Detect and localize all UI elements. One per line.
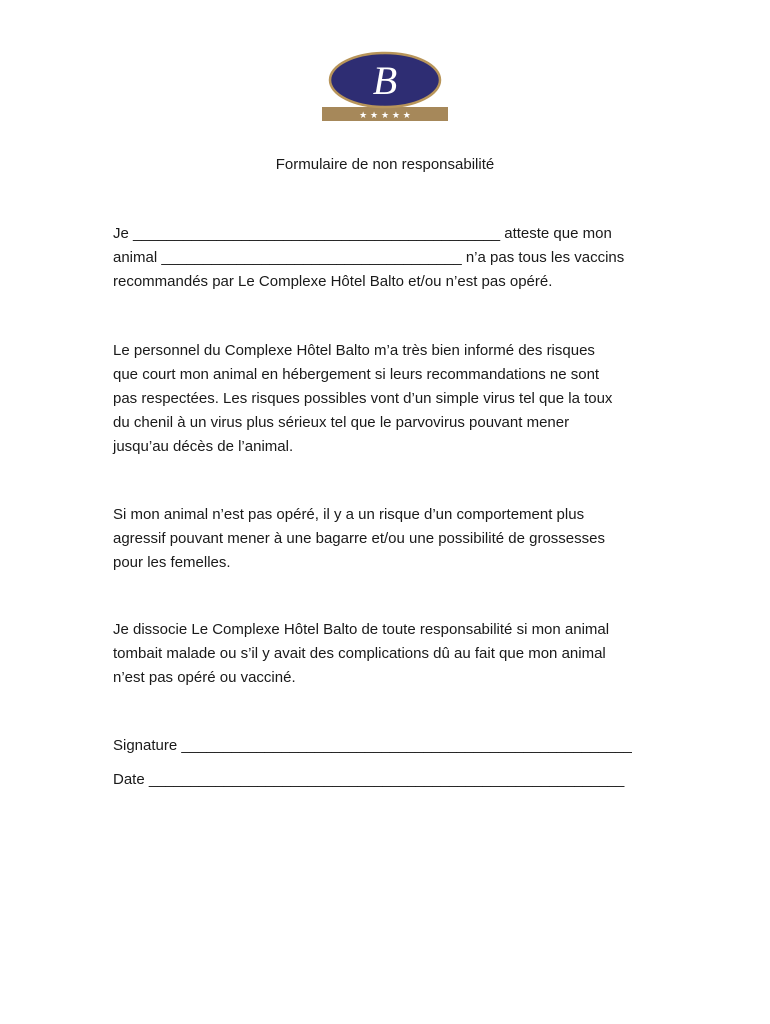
paragraph-line: pas respectées. Les risques possibles vont d’un simple virus tel que la toux xyxy=(113,390,613,407)
paragraph-line: agressif pouvant mener à une bagarre et/ou une possibilité de grossesses xyxy=(113,530,605,547)
hotel-logo xyxy=(320,50,450,124)
paragraph-line: Si mon animal n’est pas opéré, il y a un risque d’un comportement plus xyxy=(113,506,585,523)
form-title: Formulaire de non responsabilité xyxy=(275,156,495,173)
paragraph-line: jusqu’au décès de l’animal. xyxy=(113,438,294,455)
signature-line: Signature ______________________________________________________ xyxy=(113,737,632,754)
paragraph-line: Je dissocie Le Complexe Hôtel Balto de toute responsabilité si mon animal xyxy=(113,621,610,638)
declaration-paragraph xyxy=(113,222,658,294)
paragraph-line: tombait malade ou s’il y avait des complications dû au fait que mon animal xyxy=(113,645,606,662)
paragraph-line: du chenil à un virus plus sérieux tel que le parvovirus pouvant mener xyxy=(113,414,570,431)
paragraph-line: Le personnel du Complexe Hôtel Balto m’a très bien informé des risques xyxy=(113,342,595,359)
behavior-paragraph xyxy=(113,503,658,575)
logo-stars: ★ ★ ★ ★ ★ xyxy=(359,111,411,121)
logo-monogram: B xyxy=(372,58,398,103)
signature-field[interactable] xyxy=(113,734,658,758)
risks-paragraph xyxy=(113,339,658,459)
paragraph-line: Je ____________________________________________ atteste que mon xyxy=(113,225,612,242)
paragraph-line: pour les femelles. xyxy=(113,554,231,571)
disclaimer-paragraph xyxy=(113,618,658,690)
paragraph-line: que court mon animal en hébergement si leurs recommandations ne sont xyxy=(113,366,600,383)
date-line: Date _________________________________________________________ xyxy=(113,771,625,788)
date-field[interactable] xyxy=(113,768,658,792)
paragraph-line: n’est pas opéré ou vacciné. xyxy=(113,669,296,686)
paragraph-line: animal ____________________________________ n’a pas tous les vaccins xyxy=(113,249,625,266)
paragraph-line: recommandés par Le Complexe Hôtel Balto et/ou n’est pas opéré. xyxy=(113,273,553,290)
